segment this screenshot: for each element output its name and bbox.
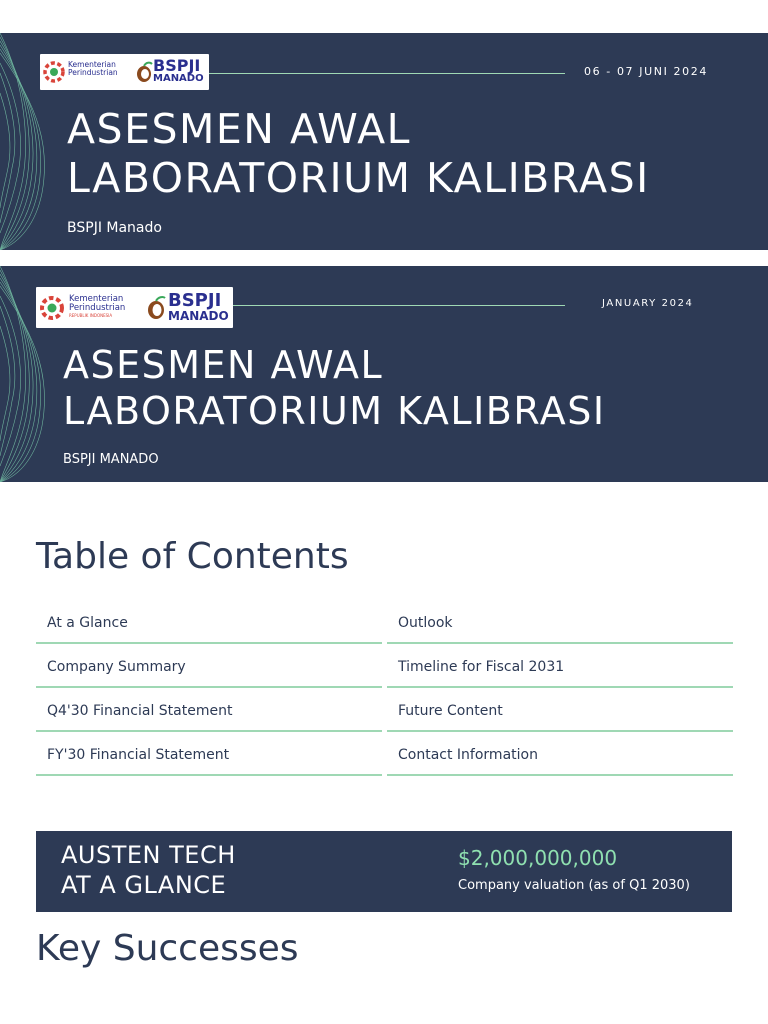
toc-item[interactable]: Outlook	[387, 601, 733, 644]
header-rule	[209, 73, 565, 74]
at-a-glance-banner	[36, 831, 732, 912]
key-successes-heading: Key Successes	[36, 928, 299, 969]
toc-item[interactable]: Timeline for Fiscal 2031	[387, 645, 733, 688]
toc-heading: Table of Contents	[36, 536, 349, 577]
toc-column-left	[36, 601, 382, 776]
header-banner-2	[0, 266, 768, 482]
company-valuation-caption: Company valuation (as of Q1 2030)	[458, 878, 690, 893]
header-banner-1	[0, 33, 768, 250]
banner-subtitle: BSPJI Manado	[67, 220, 162, 236]
brand-name: BSPJI MANADO	[168, 290, 229, 323]
bspji-coconut-logo-icon	[135, 61, 153, 83]
partner-logo-block	[40, 54, 209, 90]
bspji-coconut-logo-icon	[146, 295, 167, 321]
toc-item[interactable]: Q4'30 Financial Statement	[36, 689, 382, 732]
ministry-name: Kementerian Perindustrian	[68, 60, 118, 77]
header-rule	[233, 305, 565, 306]
partner-logo-block	[36, 287, 233, 328]
banner-subtitle: BSPJI MANADO	[63, 452, 159, 467]
brand-name: BSPJI MANADO	[153, 56, 204, 84]
event-date: 06 - 07 JUNI 2024	[584, 65, 708, 78]
toc-item[interactable]: FY'30 Financial Statement	[36, 733, 382, 776]
toc-item[interactable]: Company Summary	[36, 645, 382, 688]
company-valuation-value: $2,000,000,000	[458, 846, 618, 870]
ministry-name: Kementerian Perindustrian REPUBLIK INDONESIA	[69, 294, 126, 318]
toc-item[interactable]: Future Content	[387, 689, 733, 732]
toc-column-right	[387, 601, 733, 776]
glance-title: AUSTEN TECH AT A GLANCE	[61, 841, 236, 899]
banner-title: ASESMEN AWAL LABORATORIUM KALIBRASI	[67, 105, 650, 203]
banner-title: ASESMEN AWAL LABORATORIUM KALIBRASI	[63, 343, 606, 433]
toc-item[interactable]: Contact Information	[387, 733, 733, 776]
event-date: JANUARY 2024	[602, 298, 694, 309]
toc-item[interactable]: At a Glance	[36, 601, 382, 644]
